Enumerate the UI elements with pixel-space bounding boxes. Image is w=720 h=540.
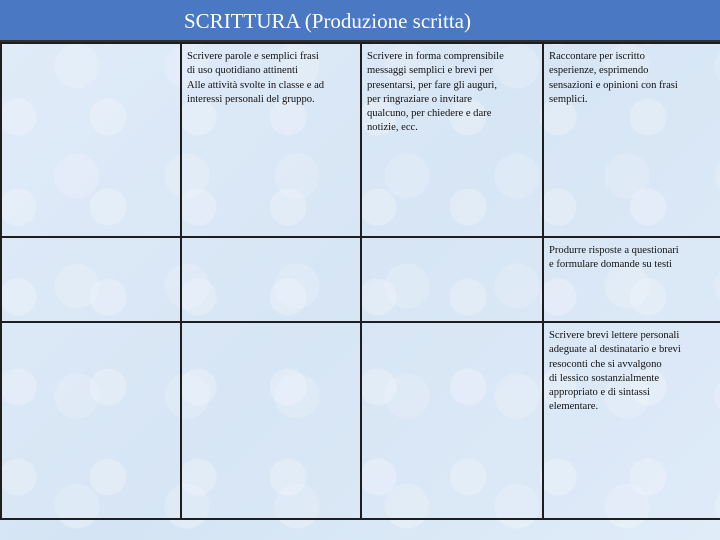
table-row — [1, 322, 720, 519]
table-cell-empty — [361, 322, 543, 519]
table-row — [1, 43, 720, 237]
cell-text: Scrivere parole e semplici frasi di uso quotidiano attinenti Alle attività svolte in classe e ad interessi personali del gruppo. — [187, 51, 325, 105]
table-cell — [361, 43, 543, 237]
table-cell-empty — [1, 322, 181, 519]
table-cell — [543, 43, 720, 237]
table-cell — [181, 43, 361, 237]
title-bar — [0, 0, 720, 42]
table-cell-empty — [1, 43, 181, 237]
cell-text: Scrivere brevi lettere personali adeguate al destinatario e brevi resoconti che si avvalgono di lessico sostanzialmente appropriato e di sintassi elementare. — [549, 330, 681, 413]
table-cell — [543, 237, 720, 322]
table-cell-empty — [181, 322, 361, 519]
cell-text: Raccontare per iscritto esperienze, esprimendo sensazioni e opinioni con frasi semplici. — [549, 51, 678, 105]
table-row — [1, 237, 720, 322]
table-cell-empty — [361, 237, 543, 322]
table-cell — [543, 322, 720, 519]
cell-text: Scrivere in forma comprensibile messaggi semplici e brevi per presentarsi, per fare gli auguri, per ringraziare o invitare qualcuno, per chiedere e dare notizie, ecc. — [367, 51, 504, 134]
table-cell-empty — [1, 237, 181, 322]
table-cell-empty — [181, 237, 361, 322]
competence-table — [0, 42, 720, 520]
slide-title: SCRITTURA (Produzione scritta) — [184, 9, 471, 33]
cell-text: Produrre risposte a questionari e formulare domande su testi — [549, 245, 679, 271]
